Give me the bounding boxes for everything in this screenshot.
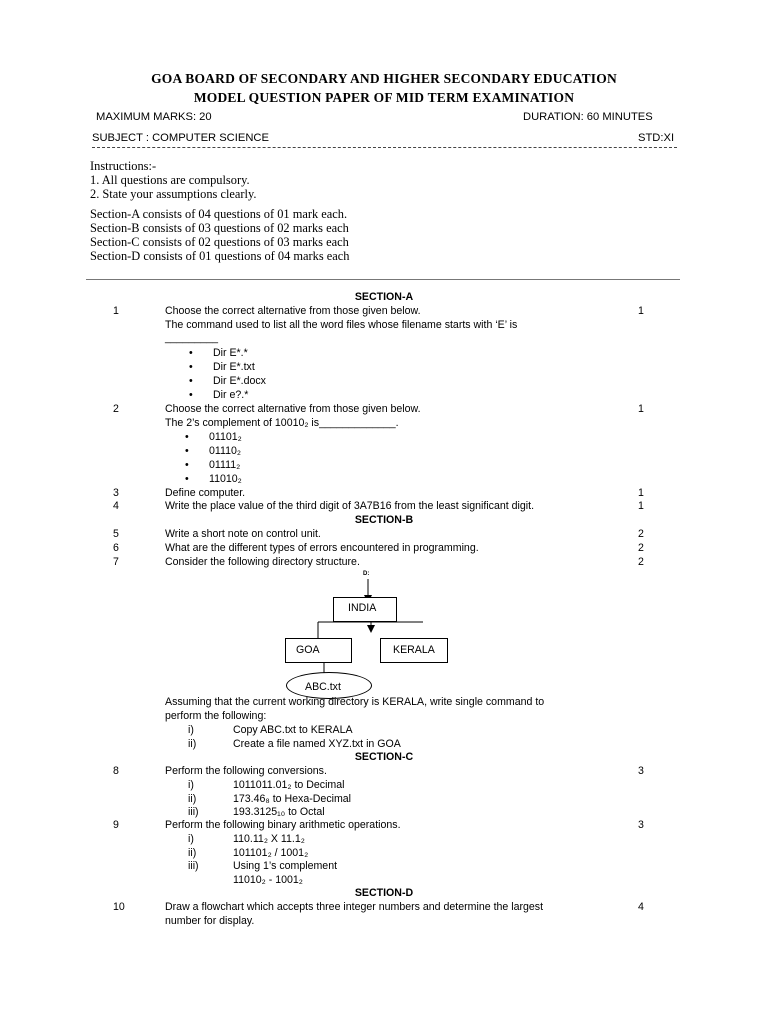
folder-goa-label: GOA (296, 644, 320, 656)
question-text: Choose the correct alternative from those given below. (165, 403, 421, 415)
dashed-divider (92, 147, 677, 148)
file-abc (286, 672, 372, 699)
question-text: Draw a flowchart which accepts three integer numbers and determine the largest (165, 901, 544, 913)
question-text: number for display. (165, 915, 255, 927)
sub-text: 101101₂ / 1001₂ (233, 847, 309, 859)
board-title: GOA BOARD OF SECONDARY AND HIGHER SECONDARY EDUCATION (151, 71, 617, 86)
question-marks: 3 (638, 765, 644, 777)
option-item: • 01110₂ (209, 445, 241, 457)
question-number: 1 (113, 305, 119, 317)
option-item: • Dir E*.txt (213, 361, 255, 373)
instruction-item: 2. State your assumptions clearly. (90, 187, 257, 201)
instruction-item: 1. All questions are compulsory. (90, 173, 250, 187)
answer-blank: _________ (165, 332, 219, 344)
section-c-title: SECTION-C (354, 751, 414, 763)
solid-divider (86, 279, 680, 280)
option-item: • 01101₂ (209, 431, 242, 443)
question-number: 6 (113, 542, 119, 554)
sub-label: ii) (188, 738, 197, 750)
question-text: The command used to list all the word files whose filename starts with ‘E’ is (165, 319, 518, 331)
question-marks: 2 (638, 556, 644, 568)
folder-kerala (380, 638, 448, 663)
section-a-title: SECTION-A (354, 291, 414, 303)
sub-text: 11010₂ - 1001₂ (233, 874, 303, 886)
instructions-heading: Instructions:- (90, 159, 157, 173)
sub-label: i) (188, 833, 194, 845)
sub-label: i) (188, 779, 194, 791)
question-number: 8 (113, 765, 119, 777)
section-d-title: SECTION-D (354, 887, 414, 899)
question-marks: 3 (638, 819, 644, 831)
folder-goa (285, 638, 352, 663)
option-item: • Dir E*.docx (213, 375, 266, 387)
question-text: Perform the following binary arithmetic operations. (165, 819, 401, 831)
question-marks: 1 (638, 500, 644, 512)
option-item: • Dir E*.* (213, 347, 248, 359)
question-text: perform the following: (165, 710, 267, 722)
sub-label: i) (188, 724, 194, 736)
file-abc-label: ABC.txt (305, 681, 341, 693)
section-info: Section-C consists of 02 questions of 03 marks each (90, 235, 349, 249)
question-text: Consider the following directory structure. (165, 556, 360, 568)
question-number: 10 (113, 901, 125, 913)
sub-text: Copy ABC.txt to KERALA (233, 724, 353, 736)
subject: SUBJECT : COMPUTER SCIENCE (92, 132, 269, 144)
question-text: The 2’s complement of 10010₂ is_____________. (165, 417, 399, 429)
question-text: Write a short note on control unit. (165, 528, 321, 540)
section-info: Section-D consists of 01 questions of 04 marks each (90, 249, 350, 263)
question-number: 5 (113, 528, 119, 540)
question-number: 4 (113, 500, 119, 512)
folder-india-label: INDIA (348, 602, 377, 614)
sub-text: 1011011.01₂ to Decimal (233, 779, 345, 791)
question-marks: 1 (638, 305, 644, 317)
sub-text: Create a file named XYZ.txt in GOA (233, 738, 401, 750)
sub-text: Using 1’s complement (233, 860, 338, 872)
question-text: What are the different types of errors encountered in programming. (165, 542, 479, 554)
section-info: Section-B consists of 03 questions of 02 marks each (90, 221, 349, 235)
question-number: 9 (113, 819, 119, 831)
question-number: 7 (113, 556, 119, 568)
duration: DURATION: 60 MINUTES (523, 111, 653, 123)
root-drive-label: D: (363, 571, 370, 577)
sub-text: 193.3125₁₀ to Octal (233, 806, 325, 818)
section-b-title: SECTION-B (354, 514, 414, 526)
section-info: Section-A consists of 04 questions of 01 mark each. (90, 207, 348, 221)
question-marks: 4 (638, 901, 644, 913)
question-text: Perform the following conversions. (165, 765, 327, 777)
sub-text: 110.11₂ X 11.1₂ (233, 833, 305, 845)
question-text: Define computer. (165, 487, 246, 499)
question-text: Choose the correct alternative from those given below. (165, 305, 421, 317)
exam-title: MODEL QUESTION PAPER OF MID TERM EXAMINATION (193, 90, 575, 105)
sub-label: ii) (188, 847, 197, 859)
option-item: • 11010₂ (209, 473, 242, 485)
sub-label: iii) (188, 806, 199, 818)
std: STD:XI (638, 132, 675, 144)
question-marks: 2 (638, 542, 644, 554)
option-item: • Dir e?.* (213, 389, 248, 401)
folder-kerala-label: KERALA (393, 644, 435, 656)
question-marks: 1 (638, 403, 644, 415)
sub-label: iii) (188, 860, 199, 872)
folder-india (333, 597, 397, 622)
question-number: 3 (113, 487, 119, 499)
option-item: • 01111₂ (209, 459, 240, 471)
question-marks: 2 (638, 528, 644, 540)
sub-label: ii) (188, 793, 197, 805)
max-marks: MAXIMUM MARKS: 20 (96, 111, 212, 123)
question-text: Write the place value of the third digit of 3A7B16 from the least significant digit. (165, 500, 535, 512)
sub-text: 173.46₈ to Hexa-Decimal (233, 793, 352, 805)
question-text: Assuming that the current working directory is KERALA, write single command to (165, 696, 545, 708)
question-number: 2 (113, 403, 119, 415)
question-marks: 1 (638, 487, 644, 499)
